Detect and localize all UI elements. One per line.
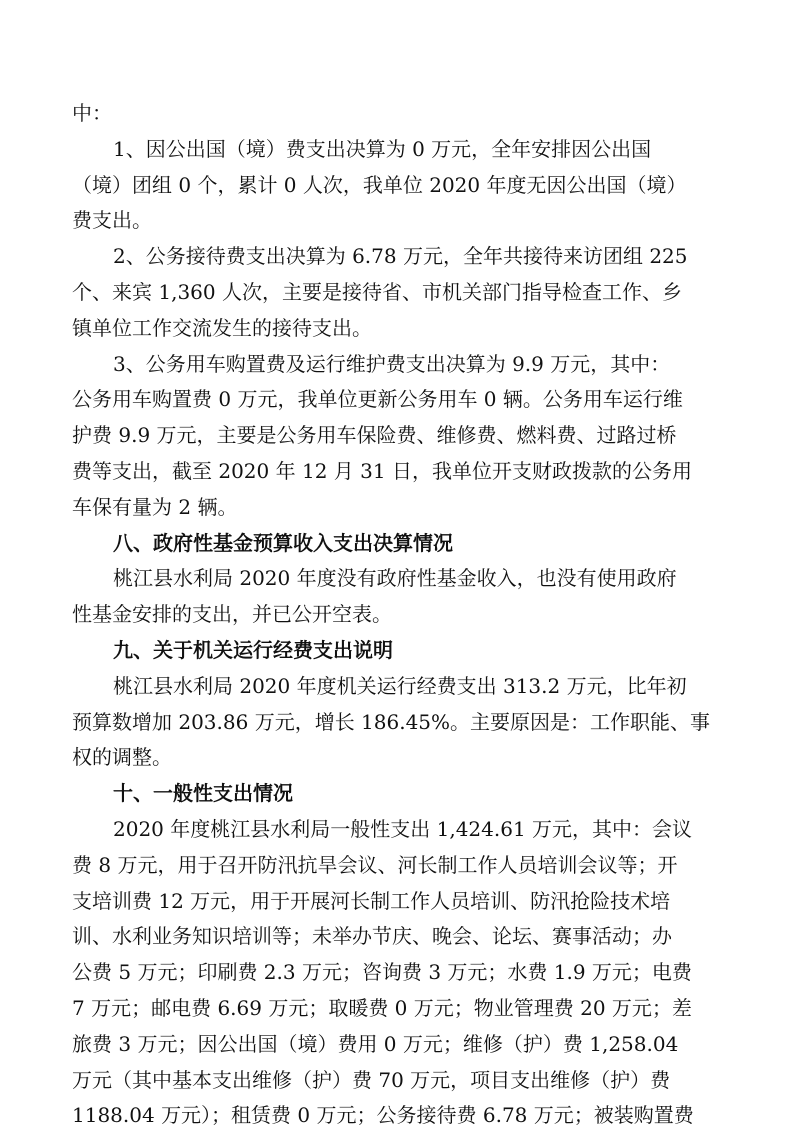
text-line: 桃江县水利局 2020 年度机关运行经费支出 313.2 万元，比年初 — [113, 673, 687, 698]
text-line: 中： — [72, 101, 112, 125]
text-line: 镇单位工作交流发生的接待支出。 — [72, 315, 372, 340]
text-line: 2020 年度桃江县水利局一般性支出 1,424.61 万元，其中：会议 — [113, 816, 693, 841]
text-line: 费支出。 — [72, 208, 152, 233]
text-line: 2、公务接待费支出决算为 6.78 万元，全年共接待来访团组 225 — [113, 244, 688, 269]
text-line: 支培训费 12 万元，用于开展河长制工作人员培训、防汛抢险技术培 — [72, 888, 671, 913]
text-line: 车保有量为 2 辆。 — [72, 494, 238, 519]
text-line: 1、因公出国（境）费支出决算为 0 万元，全年安排因公出国 — [113, 136, 652, 161]
text-line: 1188.04 万元）；租赁费 0 万元；公务接待费 6.78 万元；被装购置费 — [72, 1103, 694, 1128]
text-line: 公费 5 万元；印刷费 2.3 万元；咨询费 3 万元；水费 1.9 万元；电费 — [72, 960, 692, 985]
text-line: 桃江县水利局 2020 年度没有政府性基金收入，也没有使用政府 — [113, 566, 677, 591]
document-body — [72, 96, 722, 1134]
text-line: 费等支出，截至 2020 年 12 月 31 日，我单位开支财政拨款的公务用 — [72, 458, 692, 483]
text-line: 万元（其中基本支出维修（护）费 70 万元，项目支出维修（护）费 — [72, 1067, 671, 1092]
text-line: 旅费 3 万元；因公出国（境）费用 0 万元；维修（护）费 1,258.04 — [72, 1031, 679, 1056]
text-line: 训、水利业务知识培训等；未举办节庆、晚会、论坛、赛事活动；办 — [72, 924, 672, 949]
text-line: 预算数增加 203.86 万元，增长 186.45%。主要原因是：工作职能、事 — [72, 709, 711, 734]
section-heading: 八、政府性基金预算收入支出决算情况 — [113, 530, 453, 555]
text-line: 护费 9.9 万元，主要是公务用车保险费、维修费、燃料费、过路过桥 — [72, 423, 677, 448]
text-line: 3、公务用车购置费及运行维护费支出决算为 9.9 万元，其中： — [113, 351, 671, 376]
text-line: 性基金安排的支出，并已公开空表。 — [72, 602, 392, 627]
text-line: 7 万元；邮电费 6.69 万元；取暖费 0 万元；物业管理费 20 万元；差 — [72, 995, 692, 1020]
section-heading: 九、关于机关运行经费支出说明 — [113, 637, 393, 662]
text-line: 权的调整。 — [72, 745, 172, 770]
section-heading: 十、一般性支出情况 — [113, 781, 293, 806]
text-line: （境）团组 0 个，累计 0 人次，我单位 2020 年度无因公出国（境） — [72, 172, 687, 197]
text-line: 费 8 万元，用于召开防汛抗旱会议、河长制工作人员培训会议等；开 — [72, 852, 678, 877]
text-line: 个、来宾 1,360 人次，主要是接待省、市机关部门指导检查工作、乡 — [72, 279, 682, 304]
text-line: 公务用车购置费 0 万元，我单位更新公务用车 0 辆。公务用车运行维 — [72, 387, 683, 412]
